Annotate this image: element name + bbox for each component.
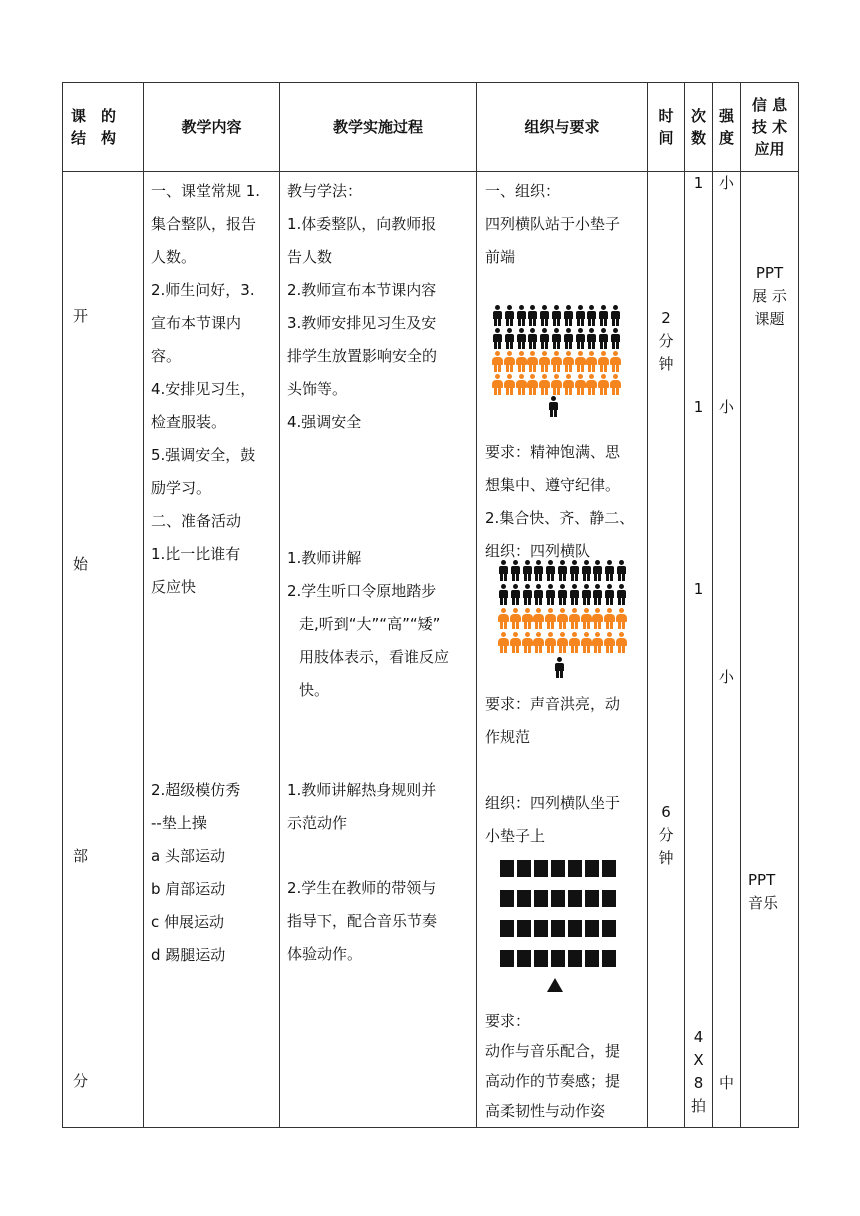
structure-char: 部 <box>73 847 89 865</box>
mat-icon <box>585 860 599 877</box>
student-girl-icon <box>552 374 561 395</box>
header-count: 次 数 <box>685 83 713 172</box>
student-girl-icon <box>517 351 526 372</box>
content-block-2: 2.超级模仿秀 --垫上操 a 头部运动 b 肩部运动 c 伸展运动 d 踢腿运动 <box>151 781 241 964</box>
mat-icon <box>568 860 582 877</box>
info-2: PPT 音乐 <box>748 871 779 912</box>
mat-icon <box>602 950 616 967</box>
student-girl-icon <box>605 608 614 629</box>
content-block-1: 一、课堂常规 1. 集合整队，报告 人数。 2.师生问好，3. 宣布本节课内 容。 4.安排见习生， 检查服装。 5.强调安全，鼓 励学习。 二、准备活动 1.比一比谁有 反应快 <box>151 182 261 596</box>
process-block-1: 教与学法： 1.体委整队，向教师报 告人数 2.教师宣布本节课内容 3.教师安排见习生及安 排学生放置影响安全的 头饰等。 4.强调安全 <box>287 182 438 431</box>
student-girl-icon <box>505 351 514 372</box>
mat-icon <box>517 920 531 937</box>
student-icon <box>546 584 555 605</box>
student-icon <box>552 305 561 326</box>
student-icon <box>499 584 508 605</box>
student-icon <box>552 328 561 349</box>
student-girl-icon <box>499 632 508 653</box>
student-icon <box>558 560 567 581</box>
structure-cell <box>63 172 144 1128</box>
student-girl-icon <box>517 374 526 395</box>
org-block-3: 要求：声音洪亮，动 作规范 <box>485 695 621 746</box>
intensity-3: 小 <box>718 668 734 686</box>
body-row <box>63 172 799 1128</box>
count-cell <box>685 172 713 1128</box>
org-block-2: 要求：精神饱满、思 想集中、遵守纪律。 2.集合快、齐、静二、 组织：四列横队 <box>485 443 635 560</box>
student-girl-icon <box>511 608 520 629</box>
student-icon <box>593 584 602 605</box>
student-girl-icon <box>564 351 573 372</box>
student-icon <box>570 584 579 605</box>
mat-icon <box>602 890 616 907</box>
student-girl-icon <box>611 351 620 372</box>
student-icon <box>564 328 573 349</box>
header-info: 信 息 技 术 应用 <box>741 83 799 172</box>
student-icon <box>593 560 602 581</box>
student-girl-icon <box>528 351 537 372</box>
student-icon <box>517 305 526 326</box>
structure-char: 始 <box>73 555 89 573</box>
student-icon <box>576 305 585 326</box>
time-1: 2 分 钟 <box>658 309 674 373</box>
student-girl-icon <box>534 608 543 629</box>
teacher-icon <box>549 396 558 417</box>
student-icon <box>534 560 543 581</box>
structure-char: 开 <box>73 307 89 325</box>
student-icon <box>605 584 614 605</box>
mat-icon <box>551 890 565 907</box>
student-girl-icon <box>617 632 626 653</box>
mat-icon <box>551 920 565 937</box>
teacher-triangle-icon <box>547 978 563 992</box>
org-block-1: 一、组织： 四列横队站于小垫子 前端 <box>485 182 621 266</box>
mat-icon <box>585 950 599 967</box>
lesson-plan-table <box>62 82 799 1128</box>
student-icon <box>617 560 626 581</box>
student-girl-icon <box>493 351 502 372</box>
student-icon <box>605 560 614 581</box>
student-girl-icon <box>499 608 508 629</box>
student-icon <box>564 305 573 326</box>
time-2: 6 分 钟 <box>658 803 674 867</box>
count-4: 4 X 8 拍 <box>690 1028 706 1115</box>
org-block-4: 组织：四列横队坐于 小垫子上 <box>485 794 621 845</box>
mat-icon <box>602 920 616 937</box>
student-girl-icon <box>564 374 573 395</box>
student-girl-icon <box>528 374 537 395</box>
student-girl-icon <box>552 351 561 372</box>
mat-icon <box>585 890 599 907</box>
mat-icon <box>534 890 548 907</box>
mat-icon <box>568 950 582 967</box>
student-girl-icon <box>511 632 520 653</box>
student-girl-icon <box>540 374 549 395</box>
mat-icon <box>500 920 514 937</box>
mat-icon <box>534 860 548 877</box>
formation-diagram-1 <box>493 305 633 415</box>
student-icon <box>546 560 555 581</box>
student-girl-icon <box>587 374 596 395</box>
student-girl-icon <box>540 351 549 372</box>
student-icon <box>523 560 532 581</box>
mat-icon <box>534 920 548 937</box>
student-icon <box>599 328 608 349</box>
student-icon <box>511 584 520 605</box>
time-cell <box>648 172 685 1128</box>
student-girl-icon <box>570 608 579 629</box>
header-process: 教学实施过程 <box>280 83 477 172</box>
student-icon <box>499 560 508 581</box>
header-organization: 组织与要求 <box>477 83 648 172</box>
student-girl-icon <box>546 632 555 653</box>
intensity-2: 小 <box>718 398 734 416</box>
student-girl-icon <box>505 374 514 395</box>
mat-icon <box>500 950 514 967</box>
header-intensity: 强 度 <box>713 83 741 172</box>
student-icon <box>582 560 591 581</box>
student-icon <box>587 328 596 349</box>
mat-icon <box>517 890 531 907</box>
mat-icon <box>517 860 531 877</box>
student-girl-icon <box>617 608 626 629</box>
student-girl-icon <box>570 632 579 653</box>
student-girl-icon <box>593 632 602 653</box>
student-girl-icon <box>605 632 614 653</box>
count-1: 1 <box>693 174 704 192</box>
student-girl-icon <box>523 608 532 629</box>
info-cell <box>741 172 799 1128</box>
student-icon <box>534 584 543 605</box>
count-2: 1 <box>693 398 704 416</box>
mat-formation-diagram <box>500 860 625 995</box>
student-icon <box>511 560 520 581</box>
mat-icon <box>568 890 582 907</box>
student-icon <box>599 305 608 326</box>
student-icon <box>582 584 591 605</box>
student-girl-icon <box>523 632 532 653</box>
process-block-2: 1.教师讲解 2.学生听口令原地踏步 走,听到“大”“高”“矮” 用肢体表示，看谁反应 快。 <box>287 549 450 699</box>
student-girl-icon <box>576 351 585 372</box>
organization-cell <box>477 172 648 1128</box>
info-1: PPT 展 示 课题 <box>752 264 787 328</box>
student-girl-icon <box>582 632 591 653</box>
formation-diagram-2 <box>499 560 639 680</box>
student-girl-icon <box>558 632 567 653</box>
student-icon <box>611 328 620 349</box>
mat-icon <box>585 920 599 937</box>
student-girl-icon <box>593 608 602 629</box>
student-girl-icon <box>611 374 620 395</box>
student-icon <box>570 560 579 581</box>
mat-icon <box>517 950 531 967</box>
header-structure: 课 的 结 构 <box>63 83 144 172</box>
header-row <box>63 83 799 172</box>
process-cell <box>280 172 477 1128</box>
mat-icon <box>500 890 514 907</box>
intensity-cell <box>713 172 741 1128</box>
mat-icon <box>500 860 514 877</box>
student-icon <box>528 328 537 349</box>
student-icon <box>493 305 502 326</box>
student-girl-icon <box>599 351 608 372</box>
intensity-1: 小 <box>718 174 734 192</box>
student-icon <box>505 328 514 349</box>
student-girl-icon <box>587 351 596 372</box>
mat-icon <box>534 950 548 967</box>
process-block-4: 2.学生在教师的带领与 指导下，配合音乐节奏 体验动作。 <box>287 879 438 963</box>
structure-char: 分 <box>73 1072 89 1090</box>
student-icon <box>611 305 620 326</box>
student-icon <box>540 328 549 349</box>
student-girl-icon <box>493 374 502 395</box>
student-icon <box>540 305 549 326</box>
student-icon <box>558 584 567 605</box>
student-girl-icon <box>582 608 591 629</box>
header-content: 教学内容 <box>144 83 280 172</box>
student-girl-icon <box>546 608 555 629</box>
header-time: 时 间 <box>648 83 685 172</box>
student-icon <box>617 584 626 605</box>
mat-icon <box>602 860 616 877</box>
student-icon <box>576 328 585 349</box>
content-cell <box>144 172 280 1128</box>
student-girl-icon <box>599 374 608 395</box>
mat-icon <box>568 920 582 937</box>
student-girl-icon <box>558 608 567 629</box>
student-icon <box>528 305 537 326</box>
mat-icon <box>551 860 565 877</box>
intensity-4: 中 <box>718 1074 734 1092</box>
student-icon <box>493 328 502 349</box>
teacher-icon <box>555 657 564 678</box>
org-block-5: 要求： 动作与音乐配合，提 高动作的节奏感；提 高柔韧性与动作姿 <box>485 1012 621 1120</box>
student-icon <box>505 305 514 326</box>
count-3: 1 <box>693 580 704 598</box>
process-block-3: 1.教师讲解热身规则并 示范动作 <box>287 781 437 832</box>
student-icon <box>523 584 532 605</box>
student-girl-icon <box>534 632 543 653</box>
student-icon <box>587 305 596 326</box>
student-girl-icon <box>576 374 585 395</box>
mat-icon <box>551 950 565 967</box>
student-icon <box>517 328 526 349</box>
